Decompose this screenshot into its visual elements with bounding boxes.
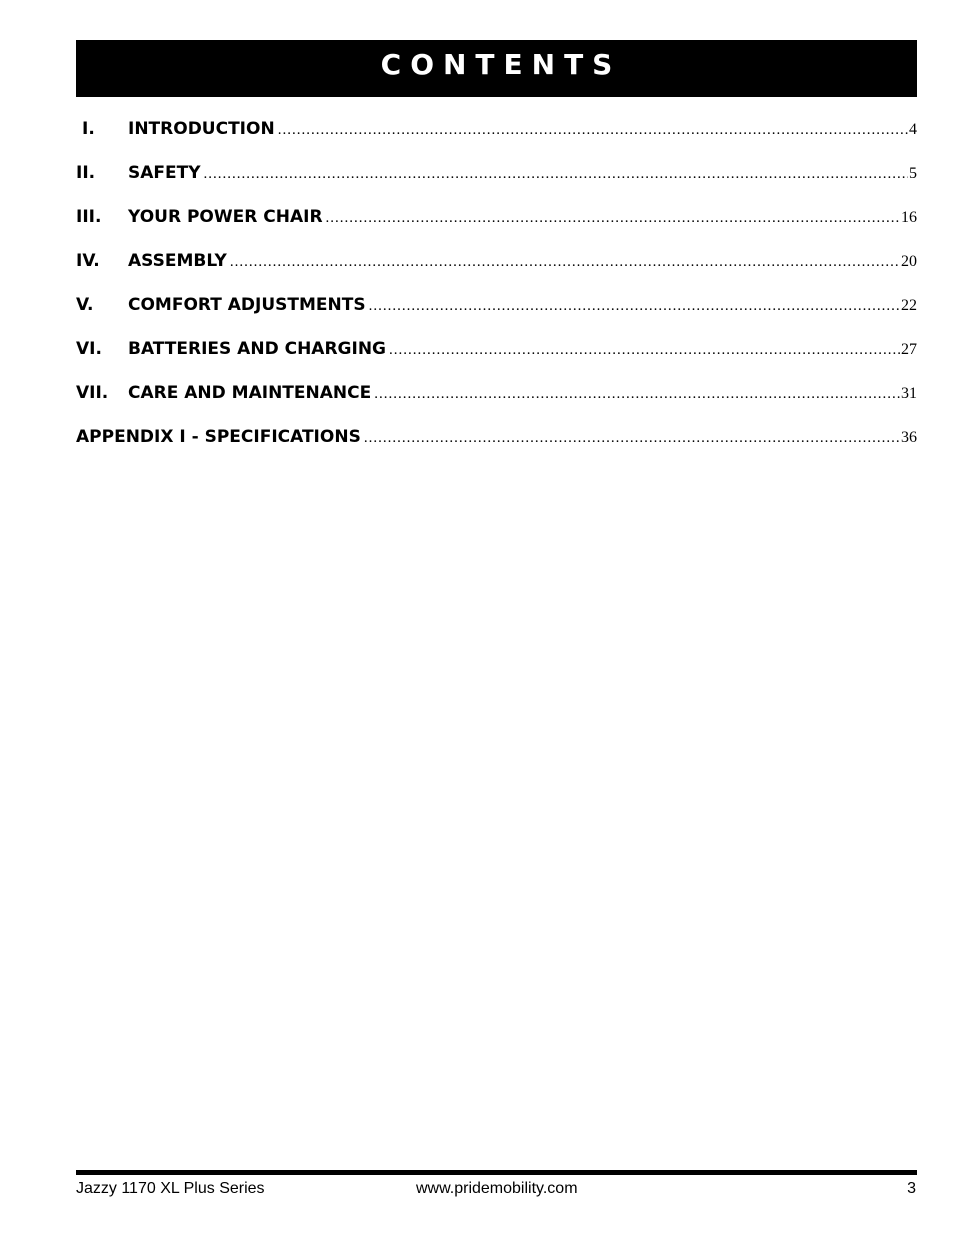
toc-entry-your-power-chair[interactable] bbox=[76, 207, 917, 251]
toc-entry-title: COMFORT ADJUSTMENTS bbox=[128, 295, 366, 315]
toc-entry-title: ASSEMBLY bbox=[128, 251, 227, 271]
dot-leader bbox=[369, 298, 900, 315]
toc-entry-title: BATTERIES AND CHARGING bbox=[128, 339, 387, 359]
toc-entry-page: 16 bbox=[901, 209, 917, 226]
toc-entry-page: 20 bbox=[901, 253, 917, 270]
dot-leader bbox=[389, 342, 900, 359]
toc-entry-numeral: VII. bbox=[76, 383, 109, 403]
toc-entry-page: 36 bbox=[901, 429, 917, 446]
dot-leader bbox=[364, 430, 900, 447]
footer-page-number: 3 bbox=[907, 1180, 916, 1197]
contents-header-bar bbox=[76, 40, 917, 97]
toc-entry-batteries-and-charging[interactable] bbox=[76, 339, 917, 383]
toc-entry-title: SAFETY bbox=[128, 163, 201, 183]
table-of-contents bbox=[76, 119, 917, 471]
footer-website-link[interactable]: www.pridemobility.com bbox=[416, 1180, 578, 1197]
toc-entry-comfort-adjustments[interactable] bbox=[76, 295, 917, 339]
toc-entry-introduction[interactable] bbox=[76, 119, 917, 163]
toc-entry-page: 5 bbox=[909, 165, 917, 182]
footer-product-name: Jazzy 1170 XL Plus Series bbox=[76, 1180, 265, 1197]
toc-entry-title: INTRODUCTION bbox=[128, 119, 275, 139]
toc-entry-numeral: VI. bbox=[76, 339, 102, 359]
toc-entry-page: 27 bbox=[901, 341, 917, 358]
toc-entry-numeral: II. bbox=[76, 163, 96, 183]
dot-leader bbox=[374, 386, 900, 403]
toc-entry-safety[interactable] bbox=[76, 163, 917, 207]
toc-entry-page: 4 bbox=[909, 121, 917, 138]
toc-entry-title: CARE AND MAINTENANCE bbox=[128, 383, 372, 403]
toc-entry-title: YOUR POWER CHAIR bbox=[128, 207, 323, 227]
toc-entry-assembly[interactable] bbox=[76, 251, 917, 295]
toc-entry-numeral: III. bbox=[76, 207, 102, 227]
toc-entry-appendix-specifications[interactable] bbox=[76, 427, 917, 471]
dot-leader bbox=[204, 166, 908, 183]
page-title: CONTENTS bbox=[380, 48, 622, 81]
dot-leader bbox=[278, 122, 908, 139]
toc-entry-numeral: V. bbox=[76, 295, 94, 315]
toc-entry-numeral: IV. bbox=[76, 251, 100, 271]
dot-leader bbox=[326, 210, 900, 227]
page-footer bbox=[76, 1180, 917, 1200]
toc-entry-page: 22 bbox=[901, 297, 917, 314]
dot-leader bbox=[230, 254, 900, 271]
toc-entry-numeral: I. bbox=[82, 119, 95, 139]
toc-entry-care-and-maintenance[interactable] bbox=[76, 383, 917, 427]
toc-entry-page: 31 bbox=[901, 385, 917, 402]
footer-rule bbox=[76, 1170, 917, 1175]
toc-entry-title: APPENDIX I - SPECIFICATIONS bbox=[76, 427, 361, 447]
